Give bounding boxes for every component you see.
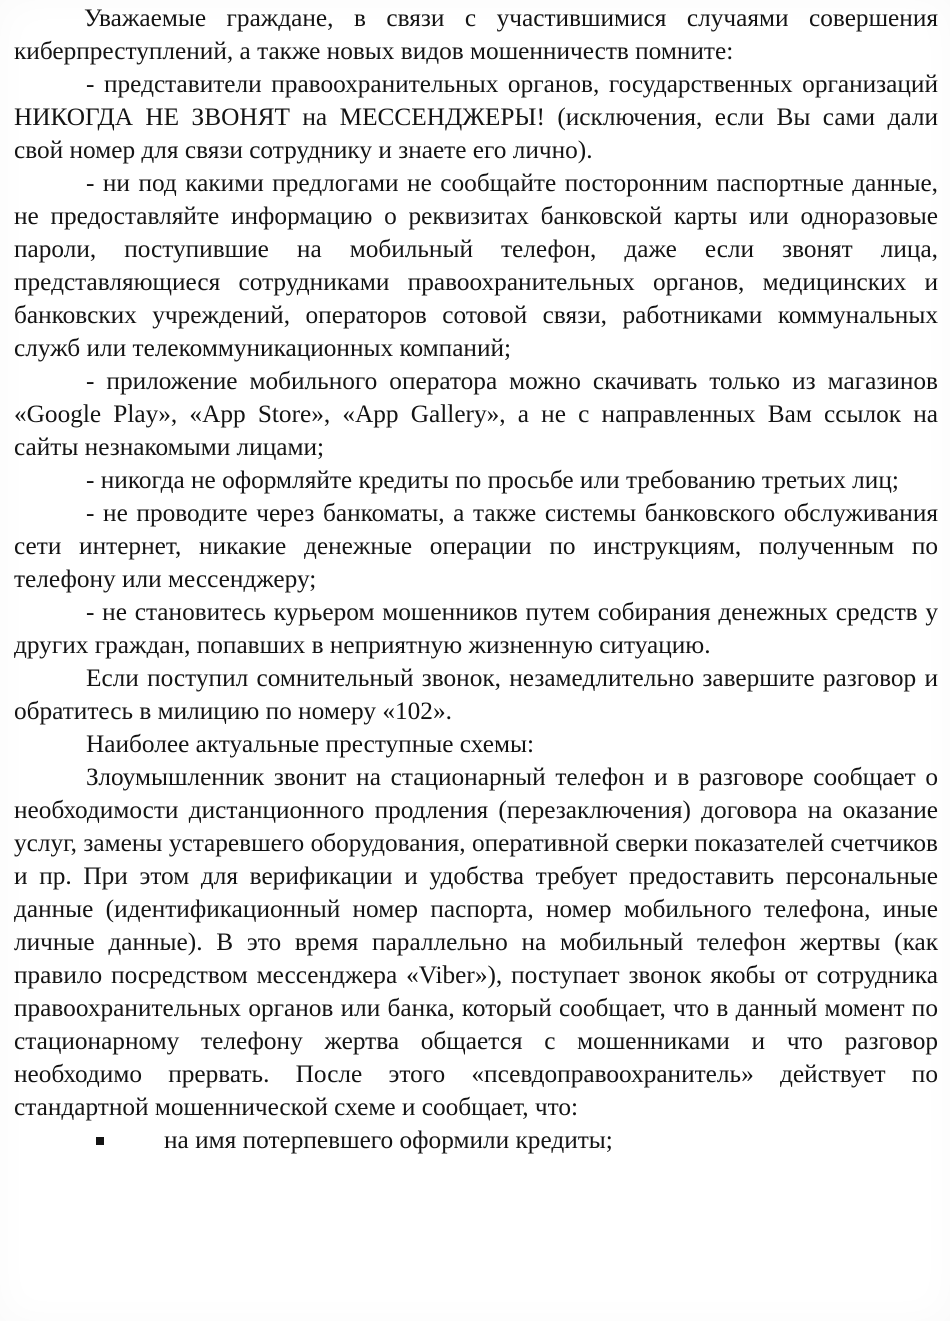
call-police-paragraph: Если поступил сомнительный звонок, незамедлительно завершите разговор и обратитесь в милицию по номеру «102». <box>14 664 938 725</box>
rule-app-stores: - приложение мобильного оператора можно скачивать только из магазинов «Google Play», «App Store», «App Gallery», а не с направленных Вам ссылок на сайты незнакомыми лицами; <box>14 367 938 461</box>
rule-passport-data: - ни под какими предлогами не сообщайте посторонним паспортные данные, не предоставляйте информацию о реквизитах банковской карты или одноразовые пароли, поступившие на мобильный телефон, даже если звонят лица, представляющиеся сотрудниками правоохранительных органов, медицинских и банковских учреждений, операторов сотовой связи, работниками коммунальных служб или телекоммуникационных компаний; <box>14 169 938 362</box>
square-bullet-icon <box>96 1137 104 1145</box>
rule-credits: - никогда не оформляйте кредиты по просьбе или требованию третьих лиц; <box>86 466 899 494</box>
rule-atm-operations: - не проводите через банкоматы, а также системы банковского обслуживания сети интернет, никакие денежные операции по инструкциям, полученным по телефону или мессенджеру; <box>14 499 938 593</box>
bullet-text: на имя потерпевшего оформили кредиты; <box>164 1126 613 1154</box>
rule-courier: - не становитесь курьером мошенников путем собирания денежных средств у других граждан, попавших в неприятную жизненную ситуацию. <box>14 598 938 659</box>
intro-paragraph: Уважаемые граждане, в связи с участившимися случаями совершения киберпреступлений, а также новых видов мошенничеств помните: <box>14 4 938 65</box>
scheme-description: Злоумышленник звонит на стационарный телефон и в разговоре сообщает о необходимости дистанционного продления (перезаключения) договора на оказание услуг, замены устаревшего оборудования, оперативной сверки показателей счетчиков и пр. При этом для верификации и удобства требует предоставить персональные данные (идентификационный номер паспорта, номер мобильного телефона, иные личные данные). В это время параллельно на мобильный телефон жертвы (как правило посредством мессенджера «Viber»), поступает звонок якобы от сотрудника правоохранительных органов или банка, который сообщает, что в данный момент по стационарному телефону жертва общается с мошенниками и что разговор необходимо прервать. После этого «псевдоправоохранитель» действует по стандартной мошеннической схеме и сообщает, что: <box>14 763 938 1121</box>
rule-messengers: - представители правоохранительных органов, государственных организаций НИКОГДА НЕ ЗВОНЯТ на МЕССЕНДЖЕРЫ! (исключения, если Вы сами дали свой номер для связи сотруднику и знаете его лично). <box>14 70 938 164</box>
bullet-list-item <box>14 1124 938 1157</box>
schemes-heading: Наиболее актуальные преступные схемы: <box>86 730 534 758</box>
document-page <box>14 2 938 1157</box>
